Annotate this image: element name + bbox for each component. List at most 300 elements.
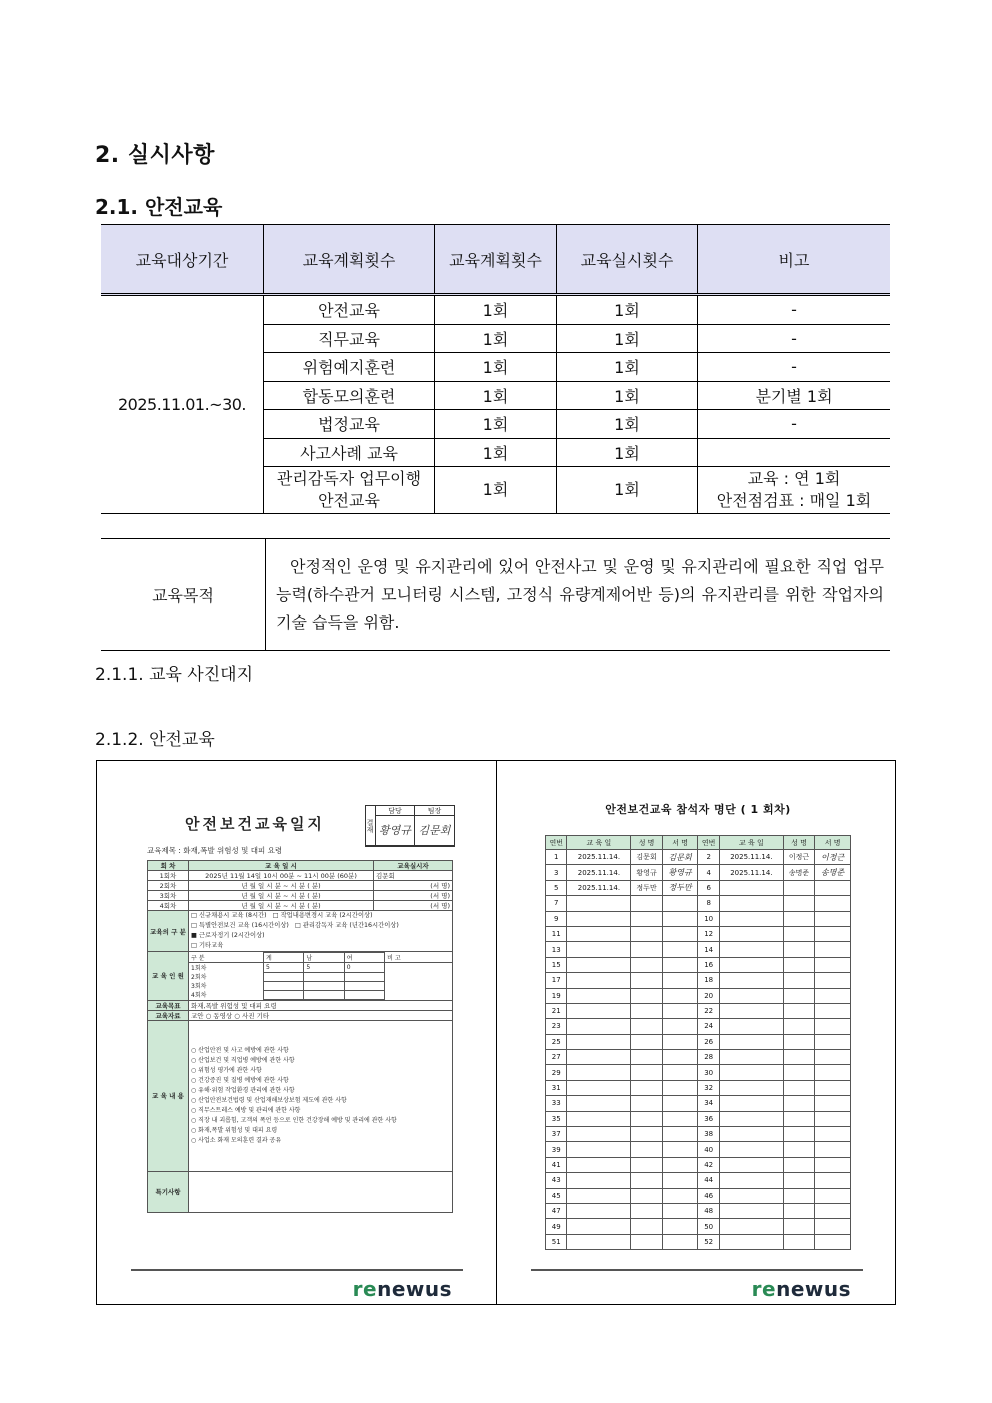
roster-header: 성 명	[631, 836, 662, 850]
roster-row	[546, 1157, 851, 1172]
roster-row	[546, 1142, 851, 1157]
roster-cell	[815, 973, 851, 988]
roster-row	[546, 926, 851, 941]
cell-done: 1회	[557, 353, 698, 382]
signature: 김문회	[415, 816, 454, 846]
roster-cell	[662, 926, 698, 941]
roster-row	[546, 942, 851, 957]
roster-cell	[567, 1050, 631, 1065]
cell-plan: 1회	[435, 324, 557, 353]
roster-cell	[631, 1157, 662, 1172]
roster-cell	[783, 1219, 814, 1234]
roster-cell	[662, 988, 698, 1003]
roster-cell	[662, 1111, 698, 1126]
roster-cell: 35	[546, 1111, 567, 1126]
roster-cell	[567, 926, 631, 941]
roster-cell	[719, 942, 783, 957]
roster-cell	[815, 1050, 851, 1065]
roster-row	[546, 865, 851, 880]
content-item: ○ 직장 내 괴롭힘, 고객의 폭언 등으로 인한 건강장해 예방 및 관리에 관한 사항	[191, 1116, 397, 1124]
roster-cell	[567, 942, 631, 957]
log-grid: 회 차 교 육 일 시 교육실시자 1회차 2025년 11월 14일 10시 00분 ~ 11시 00분 (60분) 김문회 2회차 년 월 일 시 분 ~ 시 분 ( 분) (서 명) 3회차 년 월 일 시 분 ~ 시 분 ( 분) (서 명) 4회차 년 월 일 시 분 ~ 시 분 ( 분) (서 명) 교육의 구 분 □ 신규채용시 교육 (8시간) □ 작업내용변경시 교육 (2시간이상) □ 특별안전보건 교육 (16시간이상) □ 관리감독자 교육 (년간16시간이상) ■ 근로자정기 (2시간이상) □ 기타교육 교 육 인 원 구 분 계 남 여 비 고 1회차 5 5 0 2회차 3회차 4회차 교육목표 화재,폭발 위험성 및 대피 요령 교육자료 교안 ○ 동영상 ○ 사진 기타 교 육 내 용 ○ 산업안전 및 사고 예방에 관한 사항 ○ 산업보건 및 직업병 예방에 관한 사항 ○ 위험성 평가에 관한 사항 ○ 건강증진 및 질병 예방에 관한 사항 ○ 유해·위험 작업환경 관리에 관한 사항 ○ 산업안전보건법령 및 산업재해보상보험 제도에 관한 사항 ○ 직무스트레스 예방 및 관리에 관한 사항 ○ 직장 내 괴롭힘, 고객의 폭언 등으로 인한 건강장해 예방 및 관리에 관한 사항 ○ 화재,폭발 위험성 및 대피 요령 ○ 사업소 화재 모의훈련 결과 공유 특기사항	[147, 860, 453, 1213]
roster-cell	[631, 911, 662, 926]
roster-cell	[783, 988, 814, 1003]
roster-cell: 27	[546, 1050, 567, 1065]
content-item: ○ 화재,폭발 위험성 및 대피 요령	[191, 1126, 278, 1134]
log-sheet	[147, 805, 453, 1221]
roster-cell: 황영규	[631, 865, 662, 880]
roster-cell	[631, 1003, 662, 1018]
content-item: ○ 위험성 평가에 관한 사항	[191, 1066, 262, 1074]
roster-cell	[815, 911, 851, 926]
roster-cell	[567, 1096, 631, 1111]
photo-roster	[496, 761, 895, 1304]
roster-cell	[783, 911, 814, 926]
roster-cell	[567, 1188, 631, 1203]
cell-note: -	[698, 324, 891, 353]
footer-line	[131, 1269, 463, 1271]
roster-cell: 45	[546, 1188, 567, 1203]
roster-cell: 이정근	[815, 850, 851, 865]
roster-cell	[631, 1219, 662, 1234]
roster-cell	[631, 1173, 662, 1188]
photo-subheading: 2.1.2. 안전교육	[95, 730, 215, 750]
roster-cell	[719, 1219, 783, 1234]
roster-cell	[783, 1157, 814, 1172]
roster-table	[545, 835, 851, 1250]
cell-note: -	[698, 410, 891, 439]
cell-name: 합동모의훈련	[264, 381, 435, 410]
roster-cell	[815, 896, 851, 911]
roster-cell: 24	[698, 1019, 719, 1034]
roster-cell: 황영규	[662, 865, 698, 880]
roster-cell	[783, 1127, 814, 1142]
roster-cell: 51	[546, 1234, 567, 1249]
roster-cell	[662, 973, 698, 988]
roster-cell	[783, 1003, 814, 1018]
section-heading: 2. 실시사항	[95, 143, 215, 168]
roster-row	[546, 1203, 851, 1218]
roster-cell: 김문회	[631, 850, 662, 865]
roster-cell	[567, 1173, 631, 1188]
roster-cell	[567, 1234, 631, 1249]
roster-cell: 2	[698, 850, 719, 865]
roster-cell: 10	[698, 911, 719, 926]
roster-row	[546, 1096, 851, 1111]
content-item: ○ 산업안전 및 사고 예방에 관한 사항	[191, 1046, 289, 1054]
roster-cell	[567, 1127, 631, 1142]
roster-cell	[783, 1019, 814, 1034]
roster-cell	[783, 1111, 814, 1126]
roster-cell	[783, 973, 814, 988]
roster-cell	[815, 1019, 851, 1034]
roster-cell	[631, 1080, 662, 1095]
roster-cell	[662, 911, 698, 926]
roster-cell: 9	[546, 911, 567, 926]
roster-cell	[719, 1034, 783, 1049]
roster-row	[546, 1234, 851, 1249]
photo-log-sheet	[97, 761, 496, 1304]
cell-done: 1회	[557, 324, 698, 353]
roster-row	[546, 988, 851, 1003]
roster-cell	[567, 1203, 631, 1218]
purpose-table	[101, 538, 890, 651]
roster-cell	[719, 1050, 783, 1065]
log-title: 안전보건교육일지	[185, 815, 325, 833]
roster-cell	[567, 988, 631, 1003]
roster-cell	[719, 1019, 783, 1034]
roster-cell	[662, 1065, 698, 1080]
roster-cell	[719, 926, 783, 941]
roster-cell	[662, 1034, 698, 1049]
roster-header: 교 육 일	[567, 836, 631, 850]
roster-header: 연번	[546, 836, 567, 850]
roster-cell: 39	[546, 1142, 567, 1157]
roster-cell: 5	[546, 880, 567, 895]
roster-cell: 8	[698, 896, 719, 911]
roster-row	[546, 957, 851, 972]
roster-cell	[631, 926, 662, 941]
roster-cell	[662, 1142, 698, 1157]
cell-name: 사고사례 교육	[264, 438, 435, 467]
roster-cell: 4	[698, 865, 719, 880]
roster-cell	[719, 1127, 783, 1142]
roster-cell	[662, 1234, 698, 1249]
roster-cell: 송명준	[783, 865, 814, 880]
cell-name: 관리감독자 업무이행 안전교육	[264, 467, 435, 514]
roster-row	[546, 1034, 851, 1049]
roster-cell	[662, 1203, 698, 1218]
roster-cell	[783, 1234, 814, 1249]
roster-cell	[719, 973, 783, 988]
roster-cell	[662, 1127, 698, 1142]
roster-cell: 송명준	[815, 865, 851, 880]
cell-plan: 1회	[435, 410, 557, 439]
roster-cell	[662, 1003, 698, 1018]
roster-cell	[662, 1050, 698, 1065]
roster-cell	[815, 1034, 851, 1049]
attendance-roster	[545, 801, 851, 1250]
roster-cell	[783, 1065, 814, 1080]
cell-note: 분기별 1회	[698, 381, 891, 410]
roster-cell	[815, 880, 851, 895]
roster-cell	[631, 1050, 662, 1065]
content-item: ○ 사업소 화재 모의훈련 결과 공유	[191, 1136, 282, 1144]
roster-cell	[815, 1080, 851, 1095]
roster-cell	[662, 1219, 698, 1234]
cell-plan: 1회	[435, 381, 557, 410]
roster-cell	[719, 911, 783, 926]
roster-cell	[719, 957, 783, 972]
roster-cell	[719, 1173, 783, 1188]
roster-cell: 40	[698, 1142, 719, 1157]
roster-cell	[631, 1127, 662, 1142]
roster-cell	[719, 896, 783, 911]
roster-cell: 2025.11.14.	[567, 865, 631, 880]
roster-cell	[719, 1111, 783, 1126]
roster-row	[546, 896, 851, 911]
roster-cell: 46	[698, 1188, 719, 1203]
roster-cell	[719, 1188, 783, 1203]
roster-cell	[662, 1173, 698, 1188]
roster-cell	[662, 1080, 698, 1095]
content-item: ○ 산업보건 및 직업병 예방에 관한 사항	[191, 1056, 295, 1064]
cell-name: 안전교육	[264, 295, 435, 325]
roster-cell	[719, 1096, 783, 1111]
roster-cell: 29	[546, 1065, 567, 1080]
col-header: 비고	[698, 225, 891, 295]
photo-heading: 2.1.1. 교육 사진대지	[95, 665, 253, 685]
roster-cell: 2025.11.14.	[719, 850, 783, 865]
roster-cell	[567, 1003, 631, 1018]
roster-cell: 17	[546, 973, 567, 988]
roster-row	[546, 1219, 851, 1234]
roster-cell	[719, 1203, 783, 1218]
cell-done: 1회	[557, 438, 698, 467]
roster-cell	[783, 926, 814, 941]
roster-cell	[719, 1003, 783, 1018]
roster-cell	[631, 957, 662, 972]
roster-cell	[567, 1142, 631, 1157]
roster-cell	[815, 1111, 851, 1126]
roster-cell	[567, 911, 631, 926]
roster-cell	[783, 880, 814, 895]
company-logo: renewus	[751, 1277, 851, 1301]
roster-cell	[815, 1157, 851, 1172]
purpose-text: 안정적인 운영 및 유지관리에 있어 안전사고 및 운영 및 유지관리에 필요한 직업 업무 능력(하수관거 모니터링 시스템, 고정식 유량계제어반 등)의 유지관리를 위한 작업자의 기술 습득을 위함.	[266, 539, 891, 651]
col-header: 교육대상기간	[101, 225, 264, 295]
roster-cell: 12	[698, 926, 719, 941]
roster-cell	[567, 1111, 631, 1126]
roster-row	[546, 880, 851, 895]
roster-cell: 49	[546, 1219, 567, 1234]
roster-cell	[783, 1142, 814, 1157]
roster-cell: 43	[546, 1173, 567, 1188]
cell-name: 법정교육	[264, 410, 435, 439]
content-item: ○ 산업안전보건법령 및 산업재해보상보험 제도에 관한 사항	[191, 1096, 347, 1104]
roster-cell: 2025.11.14.	[567, 880, 631, 895]
roster-row	[546, 911, 851, 926]
purpose-label: 교육목적	[101, 539, 266, 651]
roster-cell: 22	[698, 1003, 719, 1018]
roster-cell	[631, 1234, 662, 1249]
content-item: ○ 유해·위험 작업환경 관리에 관한 사항	[191, 1086, 295, 1094]
roster-cell	[631, 896, 662, 911]
roster-cell	[783, 1080, 814, 1095]
roster-cell	[662, 1157, 698, 1172]
roster-cell	[783, 1173, 814, 1188]
roster-cell	[815, 1234, 851, 1249]
roster-cell	[719, 1065, 783, 1080]
roster-cell	[815, 1142, 851, 1157]
content-item: ○ 건강증진 및 질병 예방에 관한 사항	[191, 1076, 289, 1084]
roster-cell: 25	[546, 1034, 567, 1049]
roster-cell	[631, 1065, 662, 1080]
roster-cell: 21	[546, 1003, 567, 1018]
roster-cell	[719, 1157, 783, 1172]
roster-cell: 1	[546, 850, 567, 865]
col-header: 교육실시횟수	[557, 225, 698, 295]
roster-cell	[631, 1096, 662, 1111]
roster-header: 성 명	[783, 836, 814, 850]
roster-cell	[719, 1142, 783, 1157]
roster-cell: 6	[698, 880, 719, 895]
cell-note: 교육 : 연 1회 안전점검표 : 매일 1회	[698, 467, 891, 514]
content-item: ○ 직무스트레스 예방 및 관리에 관한 사항	[191, 1106, 301, 1114]
cell-plan: 1회	[435, 353, 557, 382]
roster-cell	[815, 1188, 851, 1203]
roster-cell	[662, 1096, 698, 1111]
roster-cell: 2025.11.14.	[567, 850, 631, 865]
roster-cell: 7	[546, 896, 567, 911]
roster-row	[546, 1050, 851, 1065]
roster-cell: 31	[546, 1080, 567, 1095]
roster-cell	[567, 896, 631, 911]
roster-cell: 20	[698, 988, 719, 1003]
roster-cell	[719, 880, 783, 895]
roster-cell	[631, 1034, 662, 1049]
roster-cell: 52	[698, 1234, 719, 1249]
roster-cell	[662, 896, 698, 911]
roster-cell	[567, 1065, 631, 1080]
cell-name: 직무교육	[264, 324, 435, 353]
roster-cell: 48	[698, 1203, 719, 1218]
roster-row	[546, 1065, 851, 1080]
roster-cell	[567, 973, 631, 988]
roster-cell	[567, 1219, 631, 1234]
footer-line	[531, 1269, 863, 1271]
roster-cell: 34	[698, 1096, 719, 1111]
roster-cell: 3	[546, 865, 567, 880]
roster-cell	[815, 1173, 851, 1188]
roster-cell: 50	[698, 1219, 719, 1234]
cell-note	[698, 438, 891, 467]
roster-cell: 정두만	[662, 880, 698, 895]
roster-cell	[815, 1203, 851, 1218]
cell-note: -	[698, 295, 891, 325]
roster-cell	[631, 1019, 662, 1034]
roster-cell	[631, 1188, 662, 1203]
cell-done: 1회	[557, 295, 698, 325]
roster-cell	[719, 1234, 783, 1249]
roster-cell: 정두만	[631, 880, 662, 895]
roster-cell	[815, 1219, 851, 1234]
roster-cell	[567, 1080, 631, 1095]
roster-cell	[815, 942, 851, 957]
roster-header: 교 육 일	[719, 836, 783, 850]
roster-header: 서 명	[662, 836, 698, 850]
roster-cell	[783, 957, 814, 972]
approval-box: 결재 담당 팀장 황영규 김문회	[365, 805, 455, 847]
roster-cell	[815, 957, 851, 972]
col-header: 교육계획횟수	[435, 225, 557, 295]
roster-cell	[631, 973, 662, 988]
roster-cell	[815, 1003, 851, 1018]
roster-cell: 33	[546, 1096, 567, 1111]
roster-cell	[662, 1019, 698, 1034]
roster-title: 안전보건교육 참석자 명단 ( 1 회차)	[605, 803, 791, 816]
roster-cell: 18	[698, 973, 719, 988]
roster-cell	[662, 957, 698, 972]
roster-cell	[783, 1188, 814, 1203]
roster-cell: 이정근	[783, 850, 814, 865]
roster-cell	[662, 942, 698, 957]
roster-cell	[631, 1111, 662, 1126]
roster-cell: 2025.11.14.	[719, 865, 783, 880]
roster-row	[546, 1080, 851, 1095]
roster-cell	[815, 988, 851, 1003]
roster-cell: 41	[546, 1157, 567, 1172]
roster-cell: 28	[698, 1050, 719, 1065]
signature: 황영규	[376, 816, 415, 846]
roster-cell	[567, 1157, 631, 1172]
roster-header: 서 명	[815, 836, 851, 850]
roster-cell	[567, 1034, 631, 1049]
roster-cell	[631, 1203, 662, 1218]
roster-cell: 김문회	[662, 850, 698, 865]
roster-cell: 30	[698, 1065, 719, 1080]
education-table	[101, 224, 890, 514]
roster-cell	[815, 1096, 851, 1111]
roster-cell: 16	[698, 957, 719, 972]
roster-cell	[567, 957, 631, 972]
roster-cell: 14	[698, 942, 719, 957]
roster-cell	[783, 1050, 814, 1065]
roster-cell	[815, 926, 851, 941]
roster-row	[546, 1188, 851, 1203]
log-subject: 교육제목 : 화재,폭발 위험성 및 대피 요령	[147, 846, 283, 855]
roster-cell: 19	[546, 988, 567, 1003]
cell-plan: 1회	[435, 467, 557, 514]
roster-cell: 11	[546, 926, 567, 941]
cell-plan: 1회	[435, 295, 557, 325]
table-row	[101, 295, 890, 325]
cell-done: 1회	[557, 467, 698, 514]
roster-cell	[815, 1127, 851, 1142]
roster-header: 연번	[698, 836, 719, 850]
roster-row	[546, 1003, 851, 1018]
period-cell: 2025.11.01.~30.	[101, 295, 264, 514]
roster-row	[546, 1019, 851, 1034]
roster-cell: 47	[546, 1203, 567, 1218]
roster-cell: 38	[698, 1127, 719, 1142]
roster-cell	[815, 1065, 851, 1080]
roster-cell	[719, 988, 783, 1003]
subsection-heading: 2.1. 안전교육	[95, 195, 223, 219]
roster-cell	[567, 1019, 631, 1034]
roster-cell	[783, 1034, 814, 1049]
roster-cell: 44	[698, 1173, 719, 1188]
cell-note: -	[698, 353, 891, 382]
roster-cell	[631, 942, 662, 957]
roster-row	[546, 973, 851, 988]
roster-cell	[783, 1203, 814, 1218]
roster-cell: 42	[698, 1157, 719, 1172]
col-header: 교육계획횟수	[264, 225, 435, 295]
roster-cell: 26	[698, 1034, 719, 1049]
roster-cell	[783, 942, 814, 957]
cell-plan: 1회	[435, 438, 557, 467]
roster-cell	[783, 1096, 814, 1111]
roster-cell: 37	[546, 1127, 567, 1142]
roster-row	[546, 1111, 851, 1126]
roster-cell	[783, 896, 814, 911]
cell-done: 1회	[557, 381, 698, 410]
photo-grid	[96, 760, 896, 1305]
roster-cell: 32	[698, 1080, 719, 1095]
roster-cell: 15	[546, 957, 567, 972]
roster-cell	[662, 1188, 698, 1203]
